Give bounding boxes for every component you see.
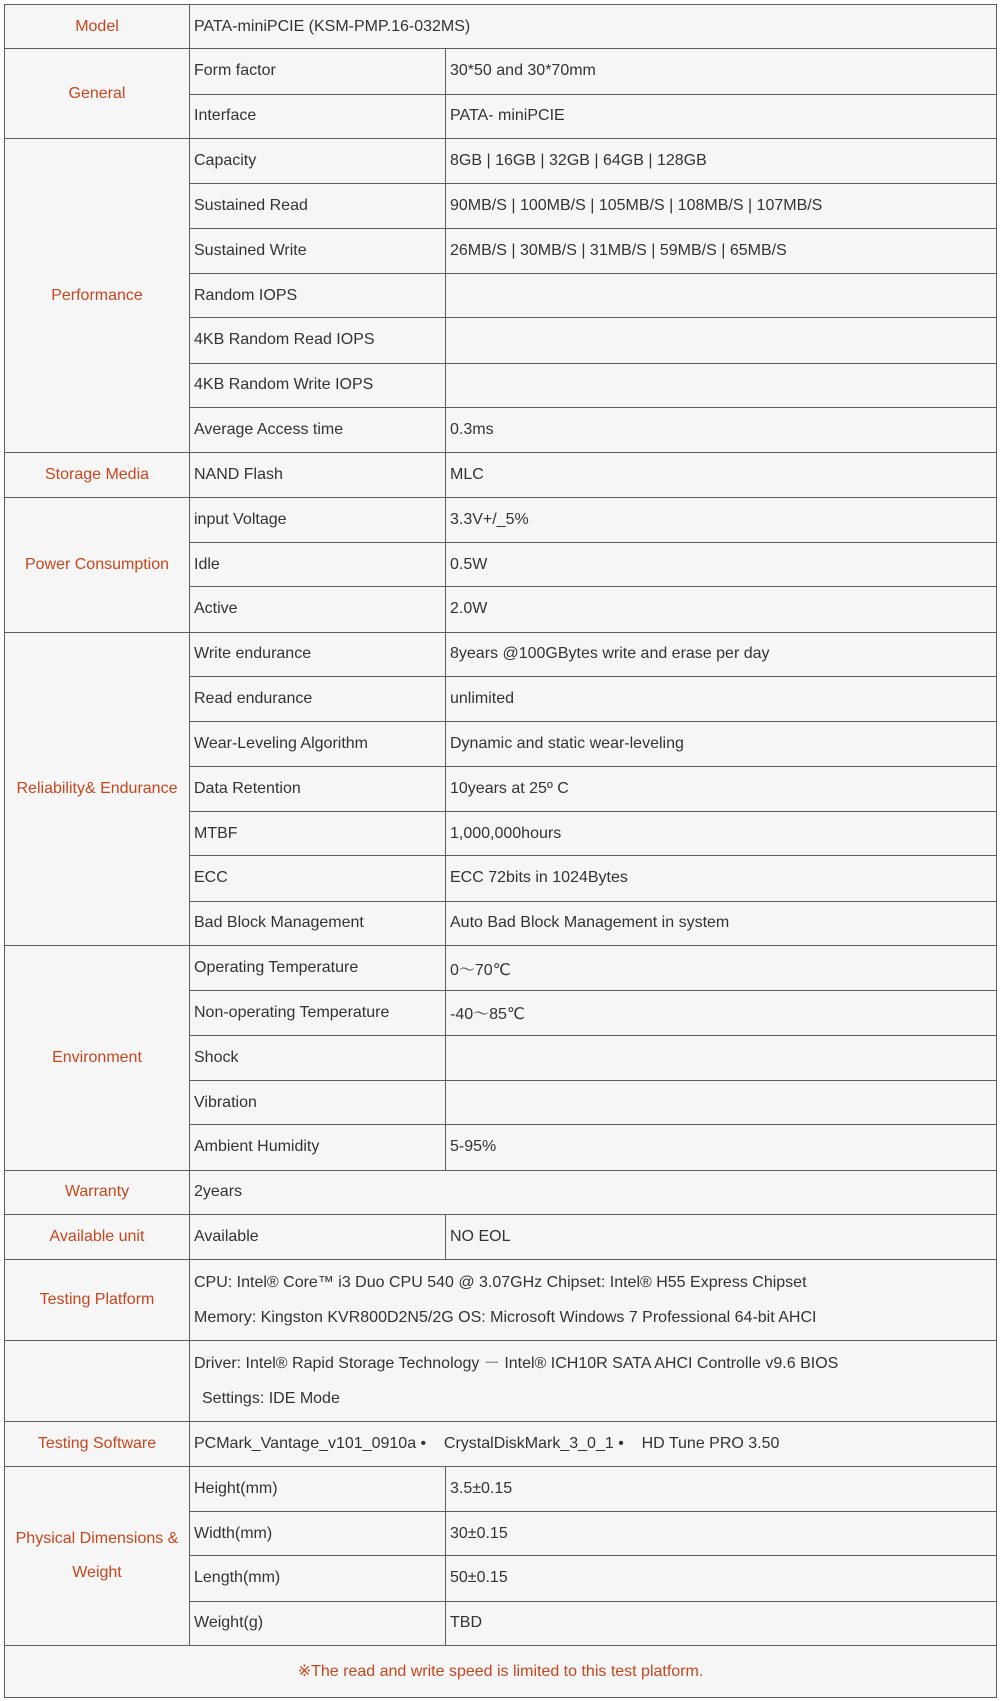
spec-name: Non-operating Temperature bbox=[190, 991, 446, 1035]
spec-value: 0～70℃ bbox=[446, 945, 997, 990]
row-warranty bbox=[5, 1170, 997, 1214]
spec-value: ECC 72bits in 1024Bytes bbox=[446, 856, 997, 901]
cat-empty bbox=[5, 1341, 190, 1422]
spec-name: MTBF bbox=[190, 811, 446, 855]
row-power-1 bbox=[5, 497, 997, 542]
cat-available-unit: Available unit bbox=[5, 1214, 190, 1259]
spec-name: Read endurance bbox=[190, 676, 446, 721]
spec-name: Wear-Leveling Algorithm bbox=[190, 722, 446, 766]
model-value: PATA-miniPCIE (KSM-PMP.16-032MS) bbox=[190, 5, 997, 49]
spec-value: 8years @100GBytes write and erase per day bbox=[446, 632, 997, 676]
spec-name: Vibration bbox=[190, 1080, 446, 1124]
spec-value: Auto Bad Block Management in system bbox=[446, 901, 997, 945]
spec-value: 0.3ms bbox=[446, 407, 997, 452]
cat-testing-platform: Testing Platform bbox=[5, 1260, 190, 1341]
spec-name: Weight(g) bbox=[190, 1601, 446, 1645]
spec-value: 8GB | 16GB | 32GB | 64GB | 128GB bbox=[446, 138, 997, 183]
spec-value: 50±0.15 bbox=[446, 1556, 997, 1601]
testing-platform-driver bbox=[190, 1341, 997, 1422]
spec-value bbox=[446, 318, 997, 363]
spec-name: Form factor bbox=[190, 49, 446, 94]
spec-value: 0.5W bbox=[446, 542, 997, 586]
spec-value bbox=[446, 363, 997, 407]
spec-name: Sustained Write bbox=[190, 228, 446, 273]
spec-value: NO EOL bbox=[446, 1214, 997, 1259]
row-testing-software bbox=[5, 1422, 997, 1466]
spec-value: TBD bbox=[446, 1601, 997, 1645]
cat-performance: Performance bbox=[5, 138, 190, 452]
cat-power-consumption: Power Consumption bbox=[5, 497, 190, 632]
footnote: ※The read and write speed is limited to this test platform. bbox=[5, 1645, 997, 1697]
row-perf-1 bbox=[5, 138, 997, 183]
spec-name: Capacity bbox=[190, 138, 446, 183]
row-dim-1 bbox=[5, 1466, 997, 1511]
spec-name: input Voltage bbox=[190, 497, 446, 542]
cat-testing-software: Testing Software bbox=[5, 1422, 190, 1466]
cat-warranty: Warranty bbox=[5, 1170, 190, 1214]
spec-value: 1,000,000hours bbox=[446, 811, 997, 855]
testing-platform-value bbox=[190, 1260, 997, 1341]
spec-name: Write endurance bbox=[190, 632, 446, 676]
spec-value: 5-95% bbox=[446, 1125, 997, 1170]
cat-physical-dimensions: Physical Dimensions & Weight bbox=[5, 1466, 190, 1645]
row-testing-platform-driver bbox=[5, 1341, 997, 1422]
cat-model: Model bbox=[5, 5, 190, 49]
spec-name: Idle bbox=[190, 542, 446, 586]
spec-value: 10years at 25º C bbox=[446, 766, 997, 811]
spec-value: 26MB/S | 30MB/S | 31MB/S | 59MB/S | 65MB/S bbox=[446, 228, 997, 273]
spec-value: 30*50 and 30*70mm bbox=[446, 49, 997, 94]
spec-name: 4KB Random Write IOPS bbox=[190, 363, 446, 407]
spec-name: Random IOPS bbox=[190, 273, 446, 317]
spec-value bbox=[446, 1080, 997, 1124]
spec-name: Data Retention bbox=[190, 766, 446, 811]
spec-name: ECC bbox=[190, 856, 446, 901]
spec-name: Width(mm) bbox=[190, 1511, 446, 1555]
spec-name: Length(mm) bbox=[190, 1556, 446, 1601]
row-testing-platform bbox=[5, 1260, 997, 1341]
spec-name: Available bbox=[190, 1214, 446, 1259]
row-available bbox=[5, 1214, 997, 1259]
spec-name: Height(mm) bbox=[190, 1466, 446, 1511]
spec-name: Bad Block Management bbox=[190, 901, 446, 945]
spec-value bbox=[446, 1035, 997, 1080]
platform-line-driver: Driver: Intel® Rapid Storage Technology － Intel® ICH10R SATA AHCI Controlle v9.6 BIOS bbox=[194, 1355, 839, 1373]
platform-line-memory: Memory: Kingston KVR800D2N5/2G OS: Microsoft Windows 7 Professional 64-bit AHCI bbox=[194, 1309, 817, 1327]
spec-value: 3.3V+/_5% bbox=[446, 497, 997, 542]
spec-name: Sustained Read bbox=[190, 184, 446, 228]
spec-name: Active bbox=[190, 587, 446, 632]
warranty-value: 2years bbox=[190, 1170, 997, 1214]
spec-name: Interface bbox=[190, 94, 446, 138]
spec-value: -40～85℃ bbox=[446, 991, 997, 1035]
platform-line-cpu: CPU: Intel® Core™ i3 Duo CPU 540 @ 3.07GHz Chipset: Intel® H55 Express Chipset bbox=[194, 1274, 807, 1292]
spec-name: 4KB Random Read IOPS bbox=[190, 318, 446, 363]
spec-value bbox=[446, 273, 997, 317]
testing-software-value: PCMark_Vantage_v101_0910a • CrystalDiskMark_3_0_1 • HD Tune PRO 3.50 bbox=[190, 1422, 997, 1466]
row-footnote bbox=[5, 1645, 997, 1697]
spec-value: Dynamic and static wear-leveling bbox=[446, 722, 997, 766]
spec-name: Shock bbox=[190, 1035, 446, 1080]
row-env-1 bbox=[5, 945, 997, 990]
spec-value: PATA- miniPCIE bbox=[446, 94, 997, 138]
spec-value: 90MB/S | 100MB/S | 105MB/S | 108MB/S | 107MB/S bbox=[446, 184, 997, 228]
spec-table bbox=[4, 4, 997, 1698]
cat-storage-media: Storage Media bbox=[5, 453, 190, 497]
row-general-1 bbox=[5, 49, 997, 94]
platform-line-settings: Settings: IDE Mode bbox=[202, 1390, 340, 1408]
row-model bbox=[5, 5, 997, 49]
spec-body bbox=[5, 5, 997, 1698]
spec-value: 3.5±0.15 bbox=[446, 1466, 997, 1511]
cat-reliability: Reliability& Endurance bbox=[5, 632, 190, 945]
spec-value: 30±0.15 bbox=[446, 1511, 997, 1555]
spec-name: Ambient Humidity bbox=[190, 1125, 446, 1170]
spec-name: NAND Flash bbox=[190, 453, 446, 497]
spec-value: 2.0W bbox=[446, 587, 997, 632]
spec-value: unlimited bbox=[446, 676, 997, 721]
row-rel-1 bbox=[5, 632, 997, 676]
cat-general: General bbox=[5, 49, 190, 139]
spec-name: Operating Temperature bbox=[190, 945, 446, 990]
row-storage bbox=[5, 453, 997, 497]
spec-name: Average Access time bbox=[190, 407, 446, 452]
cat-environment: Environment bbox=[5, 945, 190, 1170]
spec-value: MLC bbox=[446, 453, 997, 497]
